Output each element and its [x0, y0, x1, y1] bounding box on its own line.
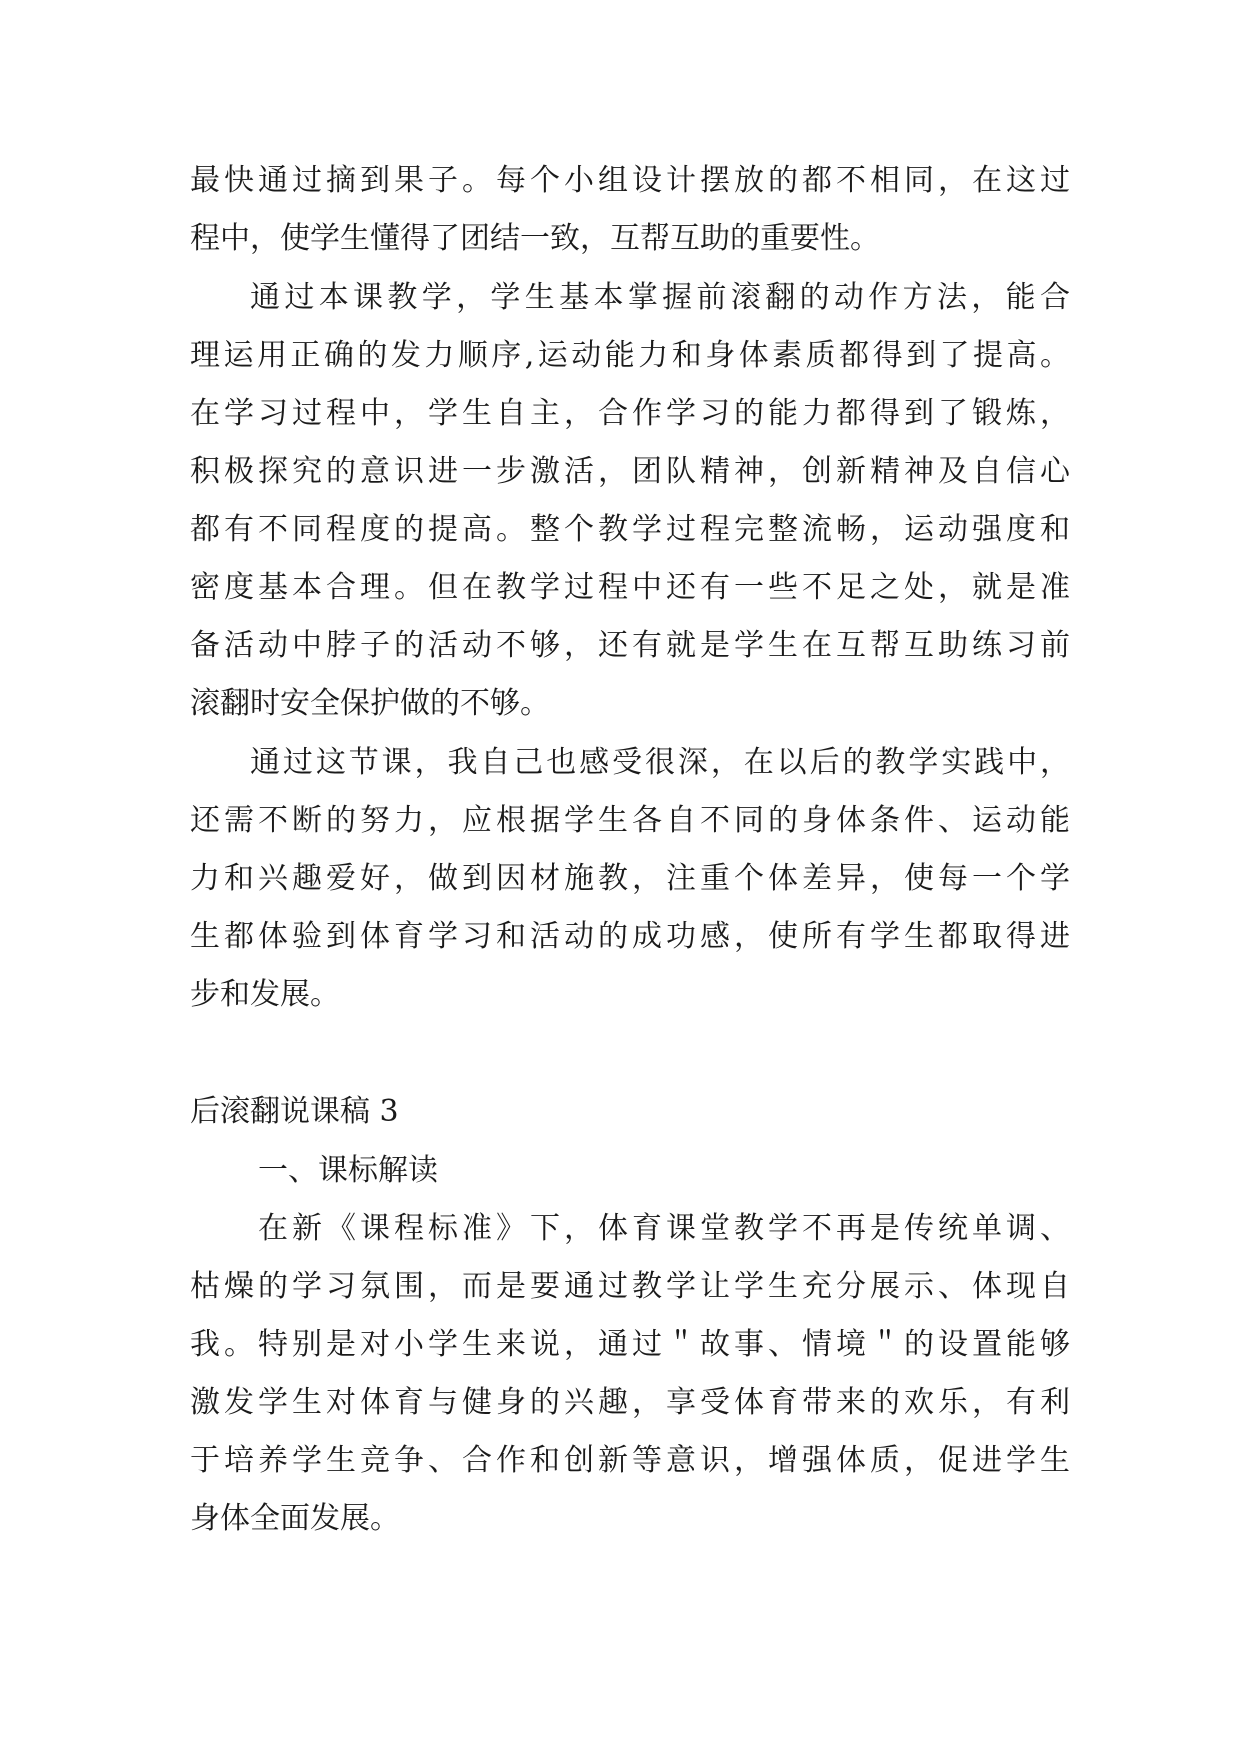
subheading: 一、课标解读 [258, 1153, 438, 1188]
paragraph-3-line-3: 力和兴趣爱好，做到因材施教，注重个体差异，使每一个学 [190, 861, 1070, 896]
paragraph-2-line-3: 在学习过程中，学生自主，合作学习的能力都得到了锻炼， [190, 396, 1070, 431]
paragraph-1-line-2: 程中，使学生懂得了团结一致，互帮互助的重要性。 [190, 221, 880, 256]
paragraph-4-line-5: 于培养学生竞争、合作和创新等意识，增强体质，促进学生 [190, 1443, 1070, 1478]
paragraph-3-line-4: 生都体验到体育学习和活动的成功感，使所有学生都取得进 [190, 919, 1070, 954]
paragraph-3-line-2: 还需不断的努力，应根据学生各自不同的身体条件、运动能 [190, 803, 1070, 838]
paragraph-4-line-1: 在新《课程标准》下，体育课堂教学不再是传统单调、 [258, 1211, 1070, 1246]
paragraph-2-line-8: 滚翻时安全保护做的不够。 [190, 686, 550, 721]
paragraph-4-line-3: 我。特别是对小学生来说，通过＂故事、情境＂的设置能够 [190, 1327, 1070, 1362]
paragraph-3-line-1: 通过这节课，我自己也感受很深，在以后的教学实践中， [250, 745, 1070, 780]
paragraph-2-line-5: 都有不同程度的提高。整个教学过程完整流畅，运动强度和 [190, 512, 1070, 547]
paragraph-3-line-5: 步和发展。 [190, 977, 340, 1012]
paragraph-4-line-2: 枯燥的学习氛围，而是要通过教学让学生充分展示、体现自 [190, 1269, 1070, 1304]
paragraph-2-line-2: 理运用正确的发力顺序,运动能力和身体素质都得到了提高。 [190, 338, 1070, 373]
paragraph-2-line-1: 通过本课教学，学生基本掌握前滚翻的动作方法，能合 [250, 280, 1070, 315]
section-title: 后滚翻说课稿 3 [190, 1094, 399, 1129]
paragraph-4-line-6: 身体全面发展。 [190, 1501, 400, 1536]
paragraph-2-line-6: 密度基本合理。但在教学过程中还有一些不足之处，就是准 [190, 570, 1070, 605]
paragraph-2-line-4: 积极探究的意识进一步激活，团队精神，创新精神及自信心 [190, 454, 1070, 489]
paragraph-2-line-7: 备活动中脖子的活动不够，还有就是学生在互帮互助练习前 [190, 628, 1070, 663]
paragraph-4-line-4: 激发学生对体育与健身的兴趣，享受体育带来的欢乐，有利 [190, 1385, 1070, 1420]
paragraph-1-line-1: 最快通过摘到果子。每个小组设计摆放的都不相同，在这过 [190, 163, 1070, 198]
